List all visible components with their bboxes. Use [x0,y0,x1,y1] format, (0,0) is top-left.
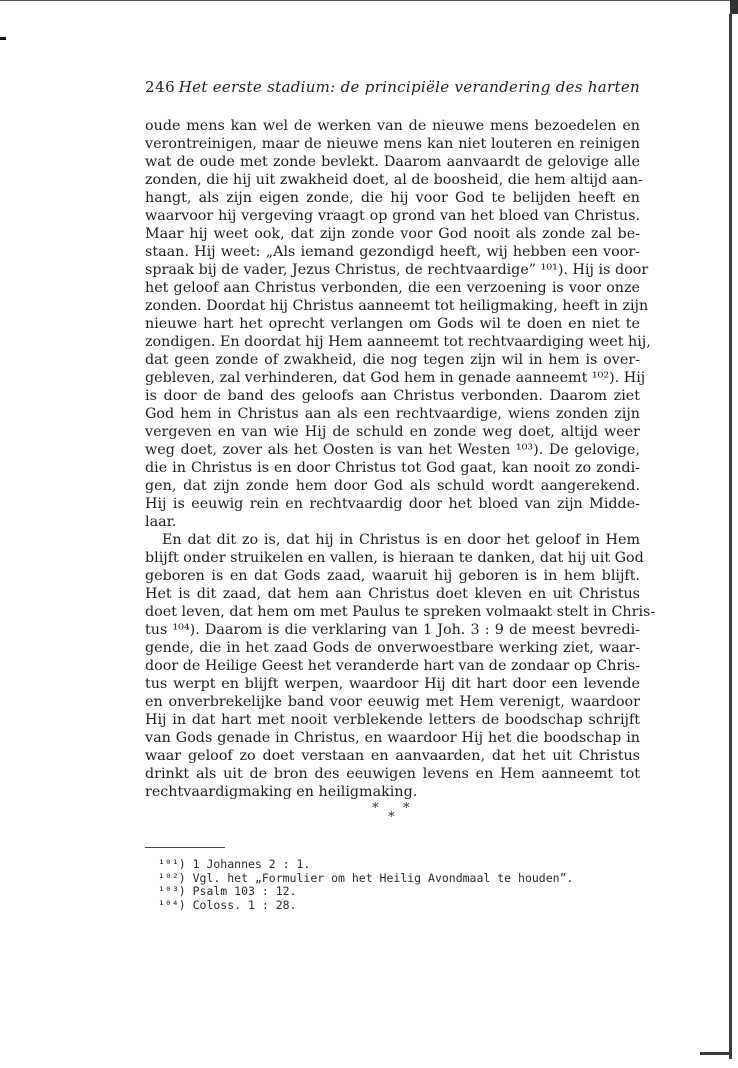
footnote-separator [145,847,225,848]
text-line: tus ¹⁰⁴). Daarom is die verklaring van 1 Joh. 3 : 9 de meest bevredi- [145,622,640,638]
asterisk-right: * [403,801,410,816]
text-line: vergeven en van wie Hij de schuld en zonde weg doet, altijd weer [145,424,640,440]
text-line: gende, die in het zaad Gods de onverwoestbare werking ziet, waar- [145,640,640,656]
page-number: 246 [145,78,176,96]
page-right-edge [729,14,732,1059]
text-line: spraak bij de vader, Jezus Christus, de rechtvaardige” ¹⁰¹). Hij is door [145,262,649,278]
text-line: het geloof aan Christus verbonden, die een verzoening is voor onze [145,280,640,296]
text-line: tus werpt en blijft werpen, waardoor Hij dit hart door een levende [145,676,640,692]
text-line: zonden, die hij uit zwakheid doet, al de boosheid, die hem altijd aan- [145,172,643,188]
section-break-asterism [360,801,420,825]
text-line: is door de band des geloofs aan Christus verbonden. Daarom ziet [145,388,640,404]
text-line: staan. Hij weet: „Als iemand gezondigd heeft, wij hebben een voor- [145,244,640,260]
text-line: waar geloof zo doet verstaan en aanvaarden, dat het uit Christus [145,748,640,764]
scan-corner-mark [0,37,6,40]
text-line: doet leven, dat hem om met Paulus te spreken volmaakt stelt in Chris- [145,604,656,620]
text-line: blijft onder struikelen en vallen, is hieraan te danken, dat hij uit God [145,550,644,566]
text-line: weg doet, zover als het Oosten is van het Westen ¹⁰³). De gelovige, [145,442,640,458]
text-line: zondigen. En doordat hij Hem aanneemt tot rechtvaardiging weet hij, [145,334,651,350]
footnote-101: ¹⁰¹) 1 Johannes 2 : 1. [158,857,311,871]
text-line: laar. [145,514,177,530]
body-text [145,117,656,801]
page-top-edge [0,0,738,1]
footnotes [158,858,628,912]
footnote-104: ¹⁰⁴) Coloss. 1 : 28. [158,897,297,912]
text-line: waarvoor hij vergeving vraagt op grond van het bloed van Christus. [145,208,640,224]
asterisk-bottom: * [388,810,395,825]
text-line: Hij is eeuwig rein en rechtvaardig door het bloed van zijn Midde- [145,496,640,512]
text-line: drinkt als uit de bron des eeuwigen levens en Hem aanneemt tot [145,766,640,782]
text-line: wat de oude met zonde bevlekt. Daarom aanvaardt de gelovige alle [145,154,640,170]
page-corner-shadow [730,0,738,14]
asterisk-left: * [372,801,379,816]
text-line: die in Christus is en door Christus tot God gaat, kan nooit zo zondi- [145,460,640,476]
page-header [145,78,640,100]
text-line: Hij in dat hart met nooit verblekende letters de boodschap schrijft [145,712,640,728]
text-line: verontreinigen, maar de nieuwe mens kan niet louteren en reinigen [145,136,640,152]
text-line: zonden. Doordat hij Christus aanneemt tot heiligmaking, heeft in zijn [145,298,649,314]
text-line: gebleven, zal verhinderen, dat God hem in genade aanneemt ¹⁰²). Hij [145,370,646,386]
footnote-102: ¹⁰²) Vgl. het „Formulier om het Heilig Avondmaal te houden”. [158,870,574,885]
text-line: door de Heilige Geest het veranderde hart van de zondaar op Chris- [145,658,640,674]
text-line: nieuwe hart het oprecht verlangen om Gods wil te doen en niet te [145,316,640,332]
text-line: van Gods genade in Christus, en waardoor Hij het die boodschap in [145,730,640,746]
running-head: Het eerste stadium: de principiële verandering des harten [178,78,640,96]
text-line: gen, dat zijn zonde hem door God als schuld wordt aangerekend. [145,478,640,494]
page-bottom-edge [700,1052,732,1055]
text-line: geboren is en dat Gods zaad, waaruit hij geboren is in hem blijft. [145,568,640,584]
paragraph-start-line: En dat dit zo is, dat hij in Christus is en door het geloof in Hem [162,532,640,548]
text-line: dat geen zonde of zwakheid, die nog tegen zijn wil in hem is over- [145,352,640,368]
text-line: Maar hij weet ook, dat zijn zonde voor God nooit als zonde zal be- [145,226,640,242]
text-line: Het is dit zaad, dat hem aan Christus doet kleven en uit Christus [145,586,640,602]
footnote-103: ¹⁰³) Psalm 103 : 12. [158,884,297,898]
text-line: rechtvaardigmaking en heiligmaking. [145,784,418,800]
text-line: hangt, als zijn eigen zonde, die hij voor God te belijden heeft en [145,190,640,206]
text-line: oude mens kan wel de werken van de nieuwe mens bezoedelen en [145,118,640,134]
text-line: God hem in Christus aan als een rechtvaardige, wiens zonden zijn [145,406,640,422]
text-line: en onverbrekelijke band voor eeuwig met Hem verenigt, waardoor [145,694,640,710]
